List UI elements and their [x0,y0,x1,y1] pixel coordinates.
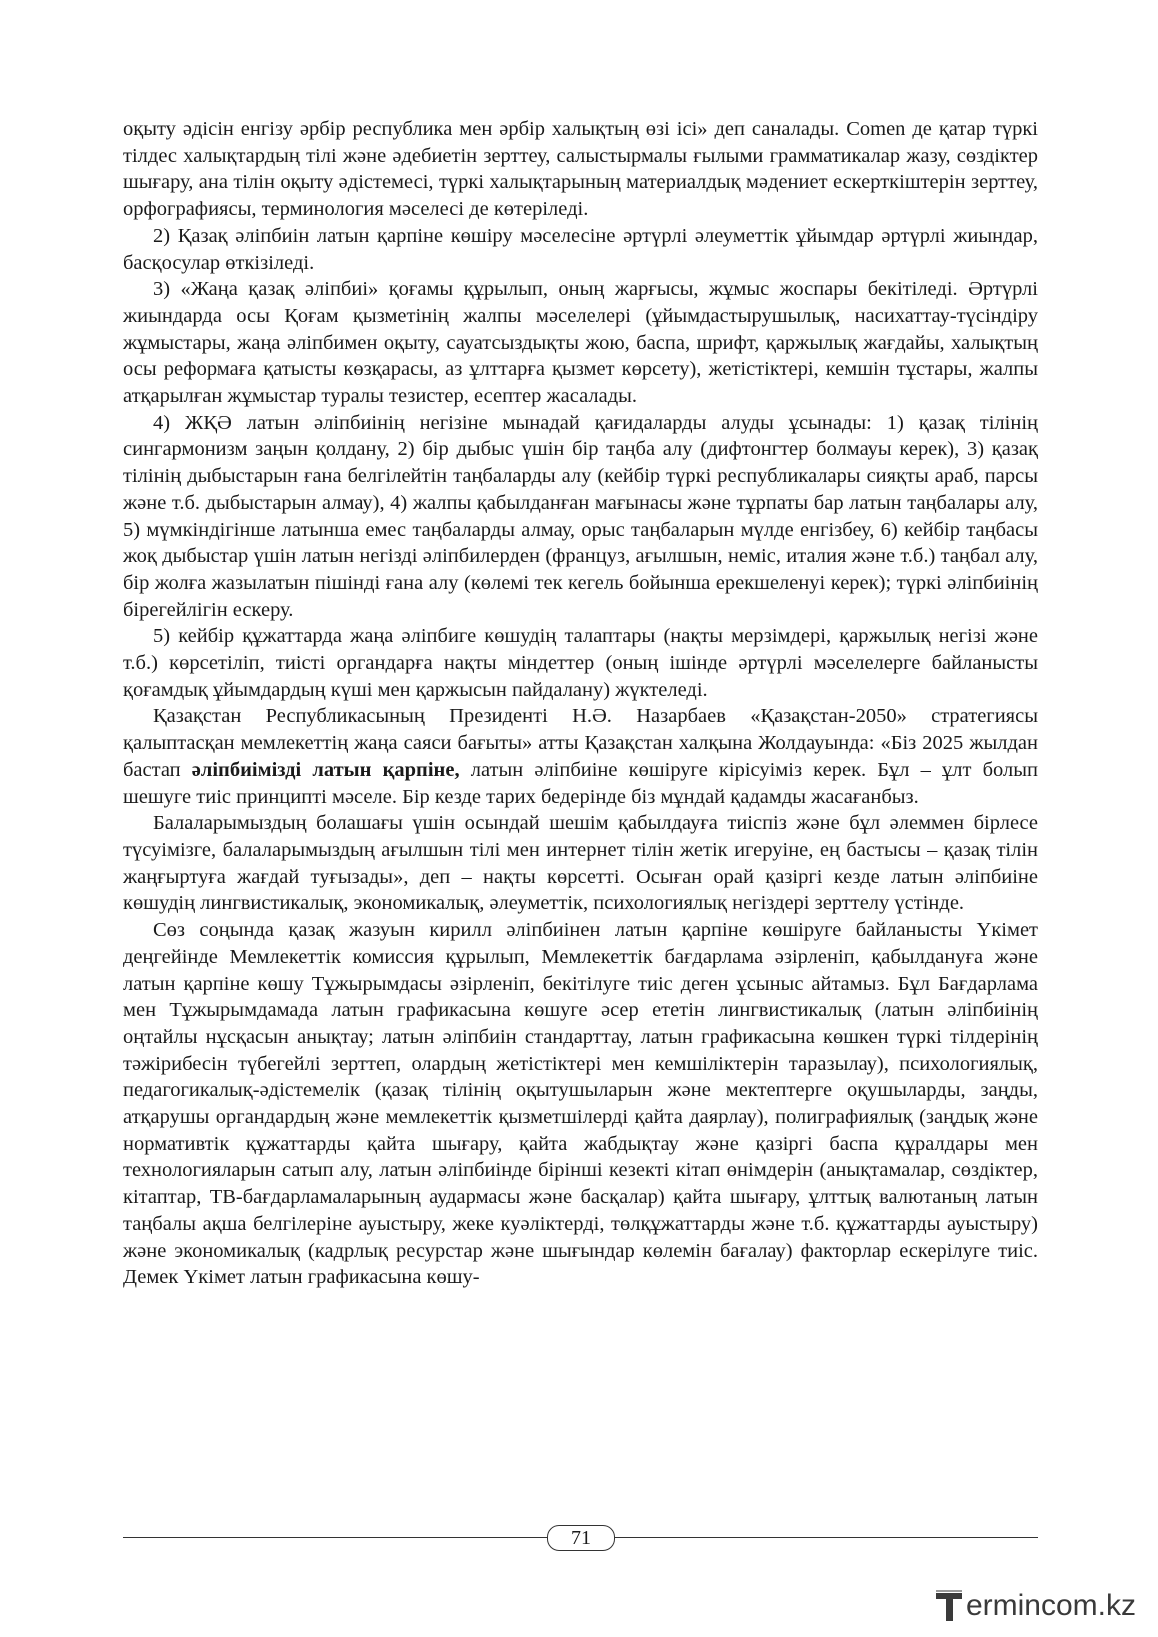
page-number: 71 [547,1525,615,1551]
paragraph: Балаларымыздың болашағы үшін осындай шешім қабылдауға тиіспіз және бұл әлеммен бірлесе түсуімізге, балаларымыздың ағылшын тілі мен интернет тілін жетік игеруіне, ең бастысы – қазақ тілін жаңғыртуға жағдай туғызады», деп – нақты көрсетті. Осыған орай қазіргі кезде латын әліпбиіне көшудің лингвистикалық, экономикалық, әлеуметтік, психологиялық негіздері зерттелу үстінде. [123,812,1038,915]
bold-emphasis: әліпбиімізді латын қарпіне, [191,758,460,781]
paragraph-with-bold [123,703,1038,810]
watermark [934,1586,1136,1626]
paragraph-text-before-bold: Қазақстан Республикасының Президенті Н.Ә. Назарбаев «Қазақстан-2050» стратегиясы қалыптасқан мемлекеттің жаңа саяси бағыты» атты Қазақстан халқына Жолдауында: «Біз 2025 жылдан бастап [123,705,1038,781]
paragraph: оқыту әдісін енгізу әрбір республика мен әрбір халықтың өзі ісі» деп саналады. Соmen де қатар түркі тілдес халықтардың тілі және әдебиетін зерттеу, салыстырмалы ғылыми грамматикалар жазу, сөздіктер шығару, ана тілін оқыту әдістемесі, түркі халықтарының материалдық мәдениет ескерткіштерін зерттеу, орфографиясы, терминология мәселесі де көтеріледі. [123,118,1038,221]
paragraph: 2) Қазақ әліпбиін латын қарпіне көшіру мәселесіне әртүрлі әлеуметтік ұйымдар әртүрлі жиындар, басқосулар өткізіледі. [123,224,1038,274]
watermark-text: ermincom.kz [965,1589,1136,1622]
paragraph: 3) «Жаңа қазақ әліпбиі» қоғамы құрылып, оның жарғысы, жұмыс жоспары бекітіледі. Әртүрлі жиындарда осы Қоғам қызметінің жалпы мәселелері (ұйымдастырушылық, насихаттау-түсіндіру жұмыстары, жаңа әліпбимен оқыту, сауатсыздықты жою, баспа, шрифт, қаржылық жағдайы, халықтың осы реформаға қатысты көзқарасы, аз ұлттарға қызмет көрсету), жетістіктері, кемшін тұстары, жалпы атқарылған жұмыстар туралы тезистер, есептер жасалады. [123,278,1038,408]
paragraph: Сөз соңында қазақ жазуын кирилл әліпбиінен латын қарпіне көшіруге байланысты Үкімет деңгейінде Мемлекеттік комиссия құрылып, Мемлекеттік бағдарлама әзірленіп, қабылдануға және латын қарпіне көшу Тұжырымдасы әзірленіп, бекітілуге тиіс деген ұсыныс айтамыз. Бұл Бағдарлама мен Тұжырымдамада латын графикасына көшуге әсер ететін лингвистикалық (латын әліпбиінің оңтайлы нұсқасын анықтау; латын әліпбиін стандарттау, латын графикасына көшкен түркі тілдерінің тәжірибесін түбегейлі зерттеп, олардың жетістіктері мен кемшіліктерін таразылау), психологиялық, педагогикалық-әдістемелік (қазақ тілінің оқытушыларын және мектептерге оқушыларды, заңды, атқарушы органдардың және мемлекеттік қызметшілерді қайта даярлау), полиграфиялық (заңдық және нормативтік құжаттарды қайта шығару, қайта жабдықтау және қазіргі баспа құралдары мен технологияларын сатып алу, латын әліпбиінде бірінші кезекті кітап өнімдерін (анықтамалар, сөздіктер, кітаптар, ТВ-бағдарламаларының аудармасы және басқалар) қайта шығару, ұлттық валютаның латын таңбалы ақша белгілеріне ауыстыру, жеке куәліктерді, төлқұжаттарды және т.б. құжаттарды ауыстыру) және экономикалық (кадрлық ресурстар және шығындар көлемін бағалау) факторлар ескерілуге тиіс. Демек Үкімет латын графикасына көшу- [123,919,1038,1289]
paragraph: 4) ЖҚӘ латын әліпбиінің негізіне мынадай қағидаларды алуды ұсынады: 1) қазақ тілінің сингармонизм заңын қолдану, 2) бір дыбыс үшін бір таңба алу (дифтонгтер болмауы керек), 3) қазақ тілінің дыбыстарын ғана белгілейтін таңбаларды алу (кейбір түркі республикалары сияқты араб, парсы және т.б. дыбыстарын алмау), 4) жалпы қабылданған мағынасы және тұрпаты бар латын таңбалары алу, 5) мүмкіндігінше латынша емес таңбаларды алмау, орыс таңбаларын мүлде енгізбеу, 6) кейбір таңбасы жоқ дыбыстар үшін латын негізді әліпбилерден (француз, ағылшын, неміс, италия және т.б.) таңбал алу, бір жолға жазылатын пішінді ғана алу (көлемі тек кегель бойынша ерекшеленуі керек); түркі әліпбиінің бірегейлігін ескеру. [123,411,1038,621]
paragraph: 5) кейбір құжаттарда жаңа әліпбиге көшудің талаптары (нақты мерзімдері, қаржылық негізі және т.б.) көрсетіліп, тиісті органдарға нақты міндеттер (оның ішінде әртүрлі мәселелерге байланысты қоғамдық ұйымдардың күші мен қаржысын пайдалану) жүктеледі. [123,625,1038,701]
t-logo-icon [934,1589,964,1623]
paragraph-text-after-bold: латын әліпбиіне көшіруге кірісуіміз керек. Бұл – ұлт болып шешуге тиіс принципті мәселе. Бір кезде тарих бедерінде біз мұндай қадамды жасағанбыз. [123,758,1038,808]
document-body [123,116,1038,1291]
